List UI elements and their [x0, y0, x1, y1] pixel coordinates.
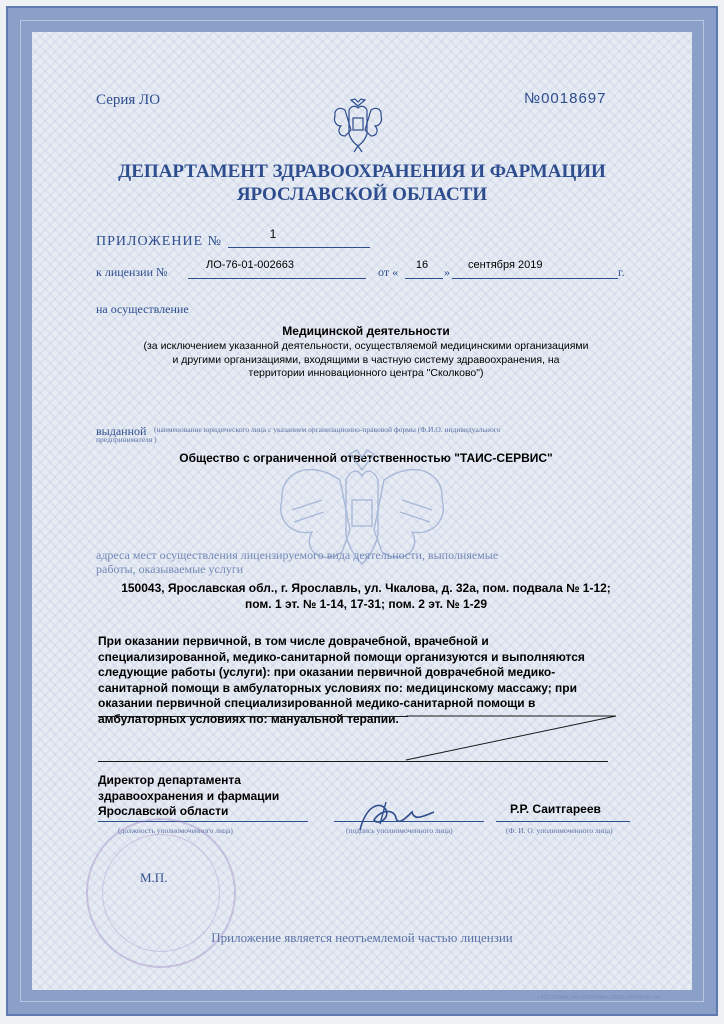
name-caption: (Ф. И. О. уполномоченного лица) — [506, 826, 613, 835]
coat-of-arms-icon — [331, 96, 385, 154]
license-month-year: сентября 2019 — [468, 259, 543, 271]
footer-note: Приложение является неотъемлемой частью лицензии — [211, 930, 513, 945]
activity-note-line: территории инновационного центра "Сколково") — [248, 367, 484, 379]
address-caption-line: адреса мест осуществления лицензируемого вида деятельности, выполняемые — [96, 548, 499, 562]
activity-note-line: и другими организациями, входящими в частную систему здравоохранения, на — [172, 353, 560, 366]
services-underline — [98, 715, 408, 717]
activity-note-line: (за исключением указанной деятельности, осуществляемой медицинскими организациями — [143, 340, 589, 352]
department-title — [60, 160, 664, 206]
license-number: ЛО-76-01-002663 — [206, 259, 294, 271]
position-line — [98, 820, 308, 822]
license-day: 16 — [415, 259, 429, 271]
services-end-line — [98, 760, 608, 762]
license-label: к лицензии № — [96, 265, 168, 279]
services-line: амбулаторных условиях по: мануальной терапии. — [98, 711, 399, 726]
license-from-label: от « — [378, 265, 399, 279]
signature-caption: (подпись уполномоченного лица) — [346, 826, 453, 835]
signatory-position — [98, 773, 279, 820]
department-line-1: ДЕПАРТАМЕНТ ЗДРАВООХРАНЕНИЯ И ФАРМАЦИИ — [118, 161, 606, 182]
position-caption: (должность уполномоченного лица) — [118, 826, 233, 835]
services-line: При оказании первичной, в том числе доврачебной, врачебной и — [98, 634, 489, 648]
signatory-name: Р.Р. Саитгареев — [510, 802, 601, 816]
issued-label: выданной — [96, 424, 147, 438]
services-line: оказании первичной специализированной медико-санитарной помощи в — [98, 696, 536, 710]
form-number: №0018697 — [524, 90, 607, 107]
stamp-label: М.П. — [140, 870, 168, 885]
services-line: следующие работы (услуги): при оказании первичной доврачебной медико- — [98, 665, 556, 679]
name-line — [496, 820, 630, 822]
address-line: пом. 1 эт. № 1-14, 17-31; пом. 2 эт. № 1-29 — [244, 597, 487, 611]
appendix-label: ПРИЛОЖЕНИЕ № — [96, 234, 222, 249]
signatory-position-line: Ярославской области — [98, 804, 229, 818]
services-line: специализированной, медико-санитарной помощи организуются и выполняются — [98, 649, 585, 664]
license-year-suffix: г. — [618, 265, 625, 279]
issued-caption-line: (наименование юридического лица с указанием организационно-правовой формы (Ф.И.О. индивидуального — [154, 425, 501, 434]
signature-line — [334, 820, 484, 822]
department-line-2: ЯРОСЛАВСКОЙ ОБЛАСТИ — [236, 184, 488, 205]
address-caption — [96, 548, 498, 576]
address-lines — [96, 580, 636, 612]
appendix-number: 1 — [269, 227, 277, 241]
issued-caption — [154, 425, 614, 435]
address-line: 150043, Ярославская обл., г. Ярославль, ул. Чкалова, д. 32а, пом. подвала № 1-12; — [121, 581, 611, 595]
issued-caption-line-2: предпринимателя ) — [96, 435, 157, 444]
services-strike-line — [404, 712, 618, 762]
organization-name: Общество с ограниченной ответственностью "ТАИС-СЕРВИС" — [179, 451, 553, 465]
series-label: Серия ЛО — [96, 92, 161, 108]
activity-label: на осуществление — [96, 302, 189, 316]
signatory-position-line: здравоохранения и фармации — [98, 788, 280, 803]
activity-note — [96, 340, 636, 381]
address-caption-line: работы, оказываемые услуги — [96, 562, 244, 576]
printer-imprint: г.КОСТРОМА, АО «КОТРОМА» 2018Г УРОВЕНЬ «А» — [538, 995, 661, 1001]
activity-title: Медицинской деятельности — [282, 324, 450, 338]
signatory-position-line: Директор департамента — [98, 773, 241, 787]
services-line: санитарной помощи в амбулаторных условиях по: медицинскому массажу; при — [98, 680, 577, 695]
license-quote-close: » — [444, 265, 450, 279]
